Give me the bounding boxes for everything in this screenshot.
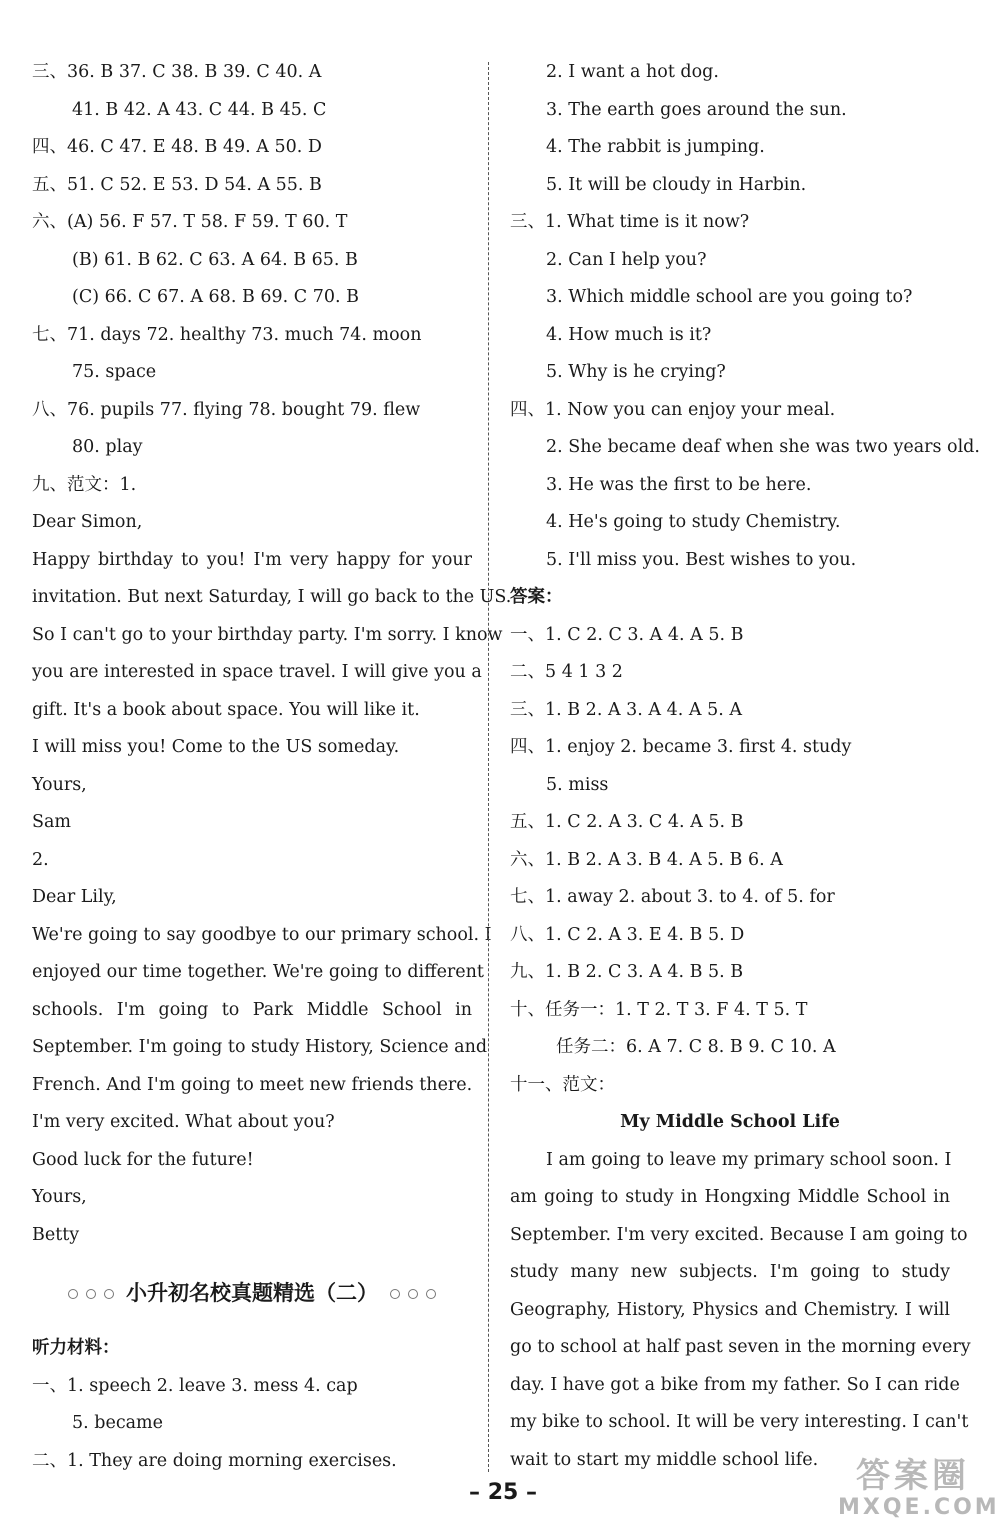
letter-greeting: Dear Lily, [32, 887, 117, 907]
answer-line: 七、1. away 2. about 3. to 4. of 5. for [510, 887, 835, 907]
answer-line: 任务二：6. A 7. C 8. B 9. C 10. A [556, 1037, 836, 1057]
letter-signature: Sam [32, 812, 72, 832]
answer-line: 八、1. C 2. A 3. E 4. B 5. D [510, 924, 745, 945]
essay-line: am going to study in Hongxing Middle School in [510, 1187, 950, 1207]
answer-line: 75. space [72, 362, 157, 382]
letter-line: I'm very excited. What about you? [32, 1112, 335, 1132]
listening-line: 3. He was the first to be here. [546, 474, 812, 495]
answer-line: 三、36. B 37. C 38. B 39. C 40. A [32, 62, 322, 82]
listening-line: 2. She became deaf when she was two years old. [546, 437, 980, 457]
section-title: 小升初名校真题精选（二） [126, 1281, 378, 1306]
listening-line: 5. I'll miss you. Best wishes to you. [546, 549, 857, 570]
essay-line: September. I'm very excited. Because I am going to [510, 1224, 968, 1245]
letter-line: invitation. But next Saturday, I will go back to the US. [32, 587, 512, 607]
letter-line: schools. I'm going to Park Middle School in [32, 999, 472, 1020]
answer-line: 二、5 4 1 3 2 [510, 662, 623, 682]
listening-line: 3. The earth goes around the sun. [546, 99, 847, 120]
watermark-url: MXQE.COM [838, 1495, 1000, 1520]
letter-closing: Yours, [32, 774, 87, 795]
essay-title: My Middle School Life [620, 1112, 840, 1132]
section-heading [32, 1274, 472, 1314]
page-number: – 25 – [469, 1480, 537, 1505]
letter-line: Happy birthday to you! I'm very happy for your [32, 549, 472, 570]
watermark-logo [838, 1456, 1000, 1526]
listening-line: 三、1. What time is it now? [510, 212, 750, 232]
decorative-circles-left [68, 1289, 114, 1299]
answer-line: 七、71. days 72. healthy 73. much 74. moon [32, 324, 422, 345]
answer-line: 一、1. speech 2. leave 3. mess 4. cap [32, 1375, 358, 1396]
listening-line: 4. He's going to study Chemistry. [546, 512, 841, 532]
listening-line: 5. Why is he crying? [546, 362, 726, 382]
answer-line: 80. play [72, 437, 143, 457]
letter-signature: Betty [32, 1224, 80, 1245]
listening-line: 3. Which middle school are you going to? [546, 287, 913, 307]
answer-line: 5. miss [546, 774, 609, 795]
letter-closing: Yours, [32, 1187, 87, 1207]
model-essay-label: 九、范文：1. [32, 474, 137, 495]
answer-line: 41. B 42. A 43. C 44. B 45. C [72, 99, 327, 120]
listening-line: 2. Can I help you? [546, 249, 707, 270]
answer-line: 四、46. C 47. E 48. B 49. A 50. D [32, 137, 322, 157]
listening-line: 四、1. Now you can enjoy your meal. [510, 399, 836, 420]
answer-line: 五、51. C 52. E 53. D 54. A 55. B [32, 174, 322, 195]
letter-number: 2. [32, 849, 49, 870]
essay-line: my bike to school. It will be very interesting. I can't [510, 1412, 969, 1432]
answer-line: 四、1. enjoy 2. became 3. first 4. study [510, 737, 852, 757]
letter-line: French. And I'm going to meet new friends there. [32, 1074, 473, 1095]
letter-line: We're going to say goodbye to our primary school. I [32, 924, 492, 945]
letter-line: September. I'm going to study History, Science and [32, 1037, 488, 1057]
answers-label: 答案： [510, 587, 563, 607]
answer-line: 二、1. They are doing morning exercises. [32, 1450, 397, 1471]
letter-line: gift. It's a book about space. You will like it. [32, 699, 420, 720]
model-essay-label: 十一、范文： [510, 1074, 615, 1095]
letter-line: you are interested in space travel. I will give you a [32, 662, 482, 682]
decorative-circles-right [390, 1289, 436, 1299]
letter-line: enjoyed our time together. We're going to different [32, 962, 484, 982]
essay-line: day. I have got a bike from my father. So I can ride [510, 1374, 960, 1395]
answer-line: 六、(A) 56. F 57. T 58. F 59. T 60. T [32, 212, 348, 232]
essay-line: wait to start my middle school life. [510, 1449, 819, 1470]
answer-line: 八、76. pupils 77. flying 78. bought 79. flew [32, 399, 421, 420]
answer-line: 六、1. B 2. A 3. B 4. A 5. B 6. A [510, 849, 783, 870]
answer-line: (B) 61. B 62. C 63. A 64. B 65. B [72, 249, 358, 270]
answer-line: 九、1. B 2. C 3. A 4. B 5. B [510, 962, 744, 982]
answer-line: 三、1. B 2. A 3. A 4. A 5. A [510, 699, 742, 720]
listening-line: 2. I want a hot dog. [546, 62, 719, 82]
answer-line: 5. became [72, 1413, 164, 1433]
letter-greeting: Dear Simon, [32, 512, 143, 532]
answer-line: 十、任务一：1. T 2. T 3. F 4. T 5. T [510, 999, 808, 1020]
listening-label: 听力材料： [32, 1338, 120, 1358]
essay-line: study many new subjects. I'm going to study [510, 1262, 950, 1282]
answer-line: (C) 66. C 67. A 68. B 69. C 70. B [72, 287, 359, 307]
column-divider [488, 62, 489, 1472]
essay-line: I am going to leave my primary school soon. I [546, 1149, 952, 1170]
listening-line: 4. The rabbit is jumping. [546, 137, 765, 157]
letter-line: Good luck for the future! [32, 1149, 254, 1170]
letter-line: So I can't go to your birthday party. I'm sorry. I know [32, 624, 503, 645]
essay-line: Geography, History, Physics and Chemistry. I will [510, 1299, 950, 1320]
essay-line: go to school at half past seven in the morning every [510, 1337, 971, 1357]
answer-line: 一、1. C 2. C 3. A 4. A 5. B [510, 624, 744, 645]
answer-line: 五、1. C 2. A 3. C 4. A 5. B [510, 812, 744, 832]
listening-line: 5. It will be cloudy in Harbin. [546, 174, 807, 195]
letter-line: I will miss you! Come to the US someday. [32, 737, 400, 757]
listening-line: 4. How much is it? [546, 324, 712, 345]
left-column [32, 54, 512, 1480]
watermark-text: 答案圈 [856, 1456, 970, 1496]
